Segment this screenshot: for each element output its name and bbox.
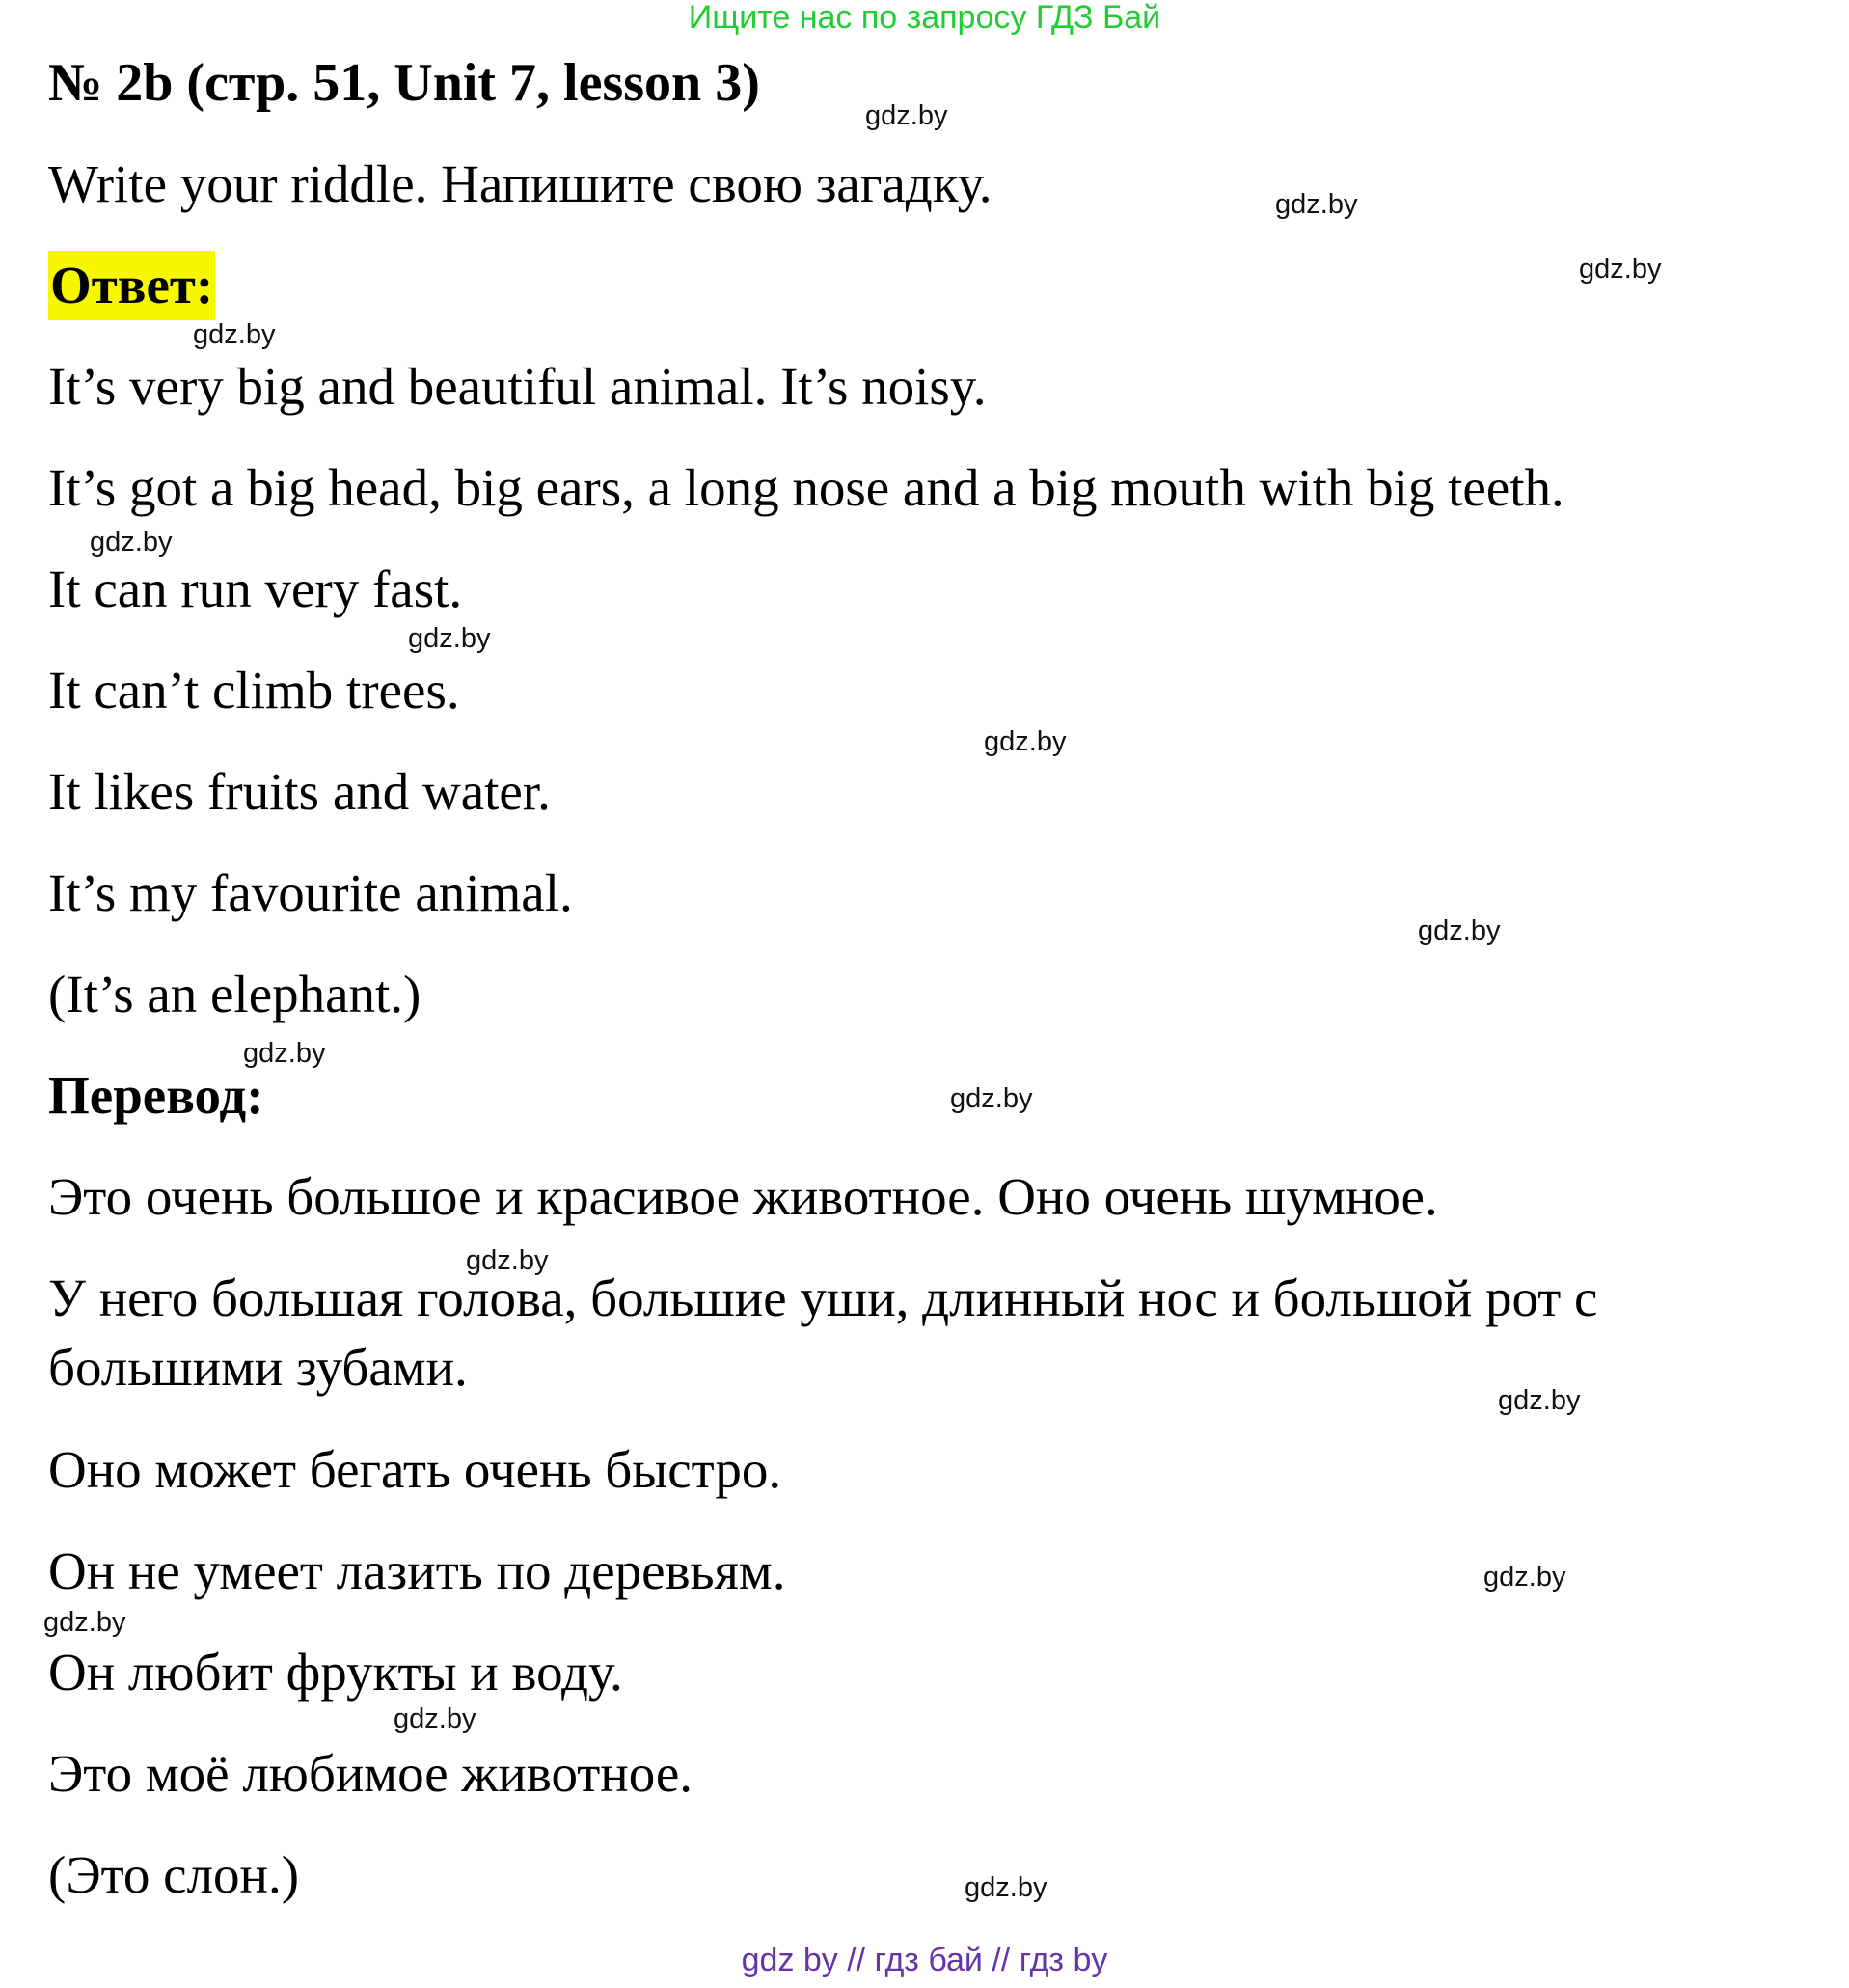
- footer: gdz by // гдз бай // гдз by: [741, 1942, 1108, 1978]
- watermark: gdz.by: [1579, 254, 1662, 285]
- answer-line: It likes fruits and water.: [48, 762, 551, 821]
- watermark: gdz.by: [193, 319, 276, 350]
- translation-line: большими зубами.: [48, 1338, 468, 1397]
- watermark: gdz.by: [243, 1038, 326, 1069]
- translation-line: Это моё любимое животное.: [48, 1744, 693, 1803]
- watermark: gdz.by: [394, 1703, 476, 1734]
- translation-line: Это очень большое и красивое животное. Оно очень шумное.: [48, 1167, 1438, 1226]
- top-banner: Ищите нас по запросу ГДЗ Бай: [688, 0, 1161, 36]
- answer-line: It’s my favourite animal.: [48, 863, 573, 922]
- answer-line: It’s got a big head, big ears, a long nose and a big mouth with big teeth.: [48, 458, 1564, 517]
- translation-line: Он любит фрукты и воду.: [48, 1643, 623, 1702]
- translation-line: (Это слон.): [48, 1845, 300, 1904]
- page-title: № 2b (стр. 51, Unit 7, lesson 3): [48, 53, 760, 113]
- watermark: gdz.by: [984, 726, 1067, 757]
- watermark: gdz.by: [1418, 915, 1501, 946]
- watermark: gdz.by: [965, 1872, 1047, 1903]
- watermark: gdz.by: [950, 1083, 1033, 1114]
- translation-line: Оно может бегать очень быстро.: [48, 1440, 782, 1499]
- watermark: gdz.by: [865, 100, 948, 131]
- answer-line: It can’t climb trees.: [48, 661, 460, 720]
- watermark: gdz.by: [1483, 1562, 1566, 1593]
- answer-line: (It’s an elephant.): [48, 965, 421, 1023]
- watermark: gdz.by: [90, 527, 173, 558]
- task-text: Write your riddle. Напишите свою загадку.: [48, 154, 992, 213]
- translation-label: Перевод:: [48, 1066, 264, 1125]
- translation-line: Он не умеет лазить по деревьям.: [48, 1541, 786, 1600]
- watermark: gdz.by: [43, 1607, 126, 1638]
- watermark: gdz.by: [408, 623, 491, 654]
- watermark: gdz.by: [466, 1245, 549, 1276]
- watermark: gdz.by: [1498, 1385, 1581, 1416]
- answer-line: It can run very fast.: [48, 559, 463, 618]
- watermark: gdz.by: [1275, 189, 1358, 220]
- answer-line: It’s very big and beautiful animal. It’s noisy.: [48, 357, 987, 416]
- translation-line: У него большая голова, большие уши, длинный нос и большой рот с: [48, 1268, 1598, 1327]
- answer-label: Ответ:: [48, 251, 215, 320]
